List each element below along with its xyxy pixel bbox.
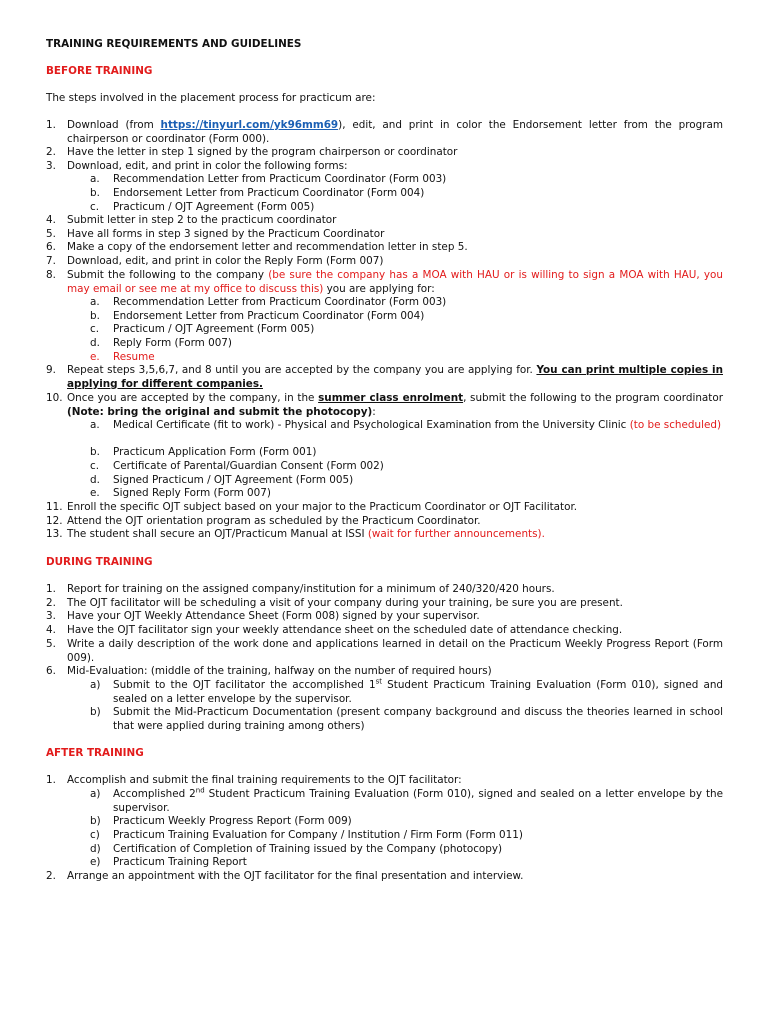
page-title: TRAINING REQUIREMENTS AND GUIDELINES — [46, 38, 302, 50]
section-heading-before: BEFORE TRAINING — [46, 65, 153, 77]
section-heading-during: DURING TRAINING — [46, 556, 153, 568]
intro-text: The steps involved in the placement process for practicum are: — [46, 92, 376, 104]
moa-note: (be sure the company has a MOA with HAU or is willing to sign a MOA with HAU, you may email or see me at my office to discuss this) — [67, 269, 723, 295]
download-link[interactable]: https://tinyurl.com/yk96mm69 — [160, 119, 339, 131]
section-heading-after: AFTER TRAINING — [46, 747, 144, 759]
